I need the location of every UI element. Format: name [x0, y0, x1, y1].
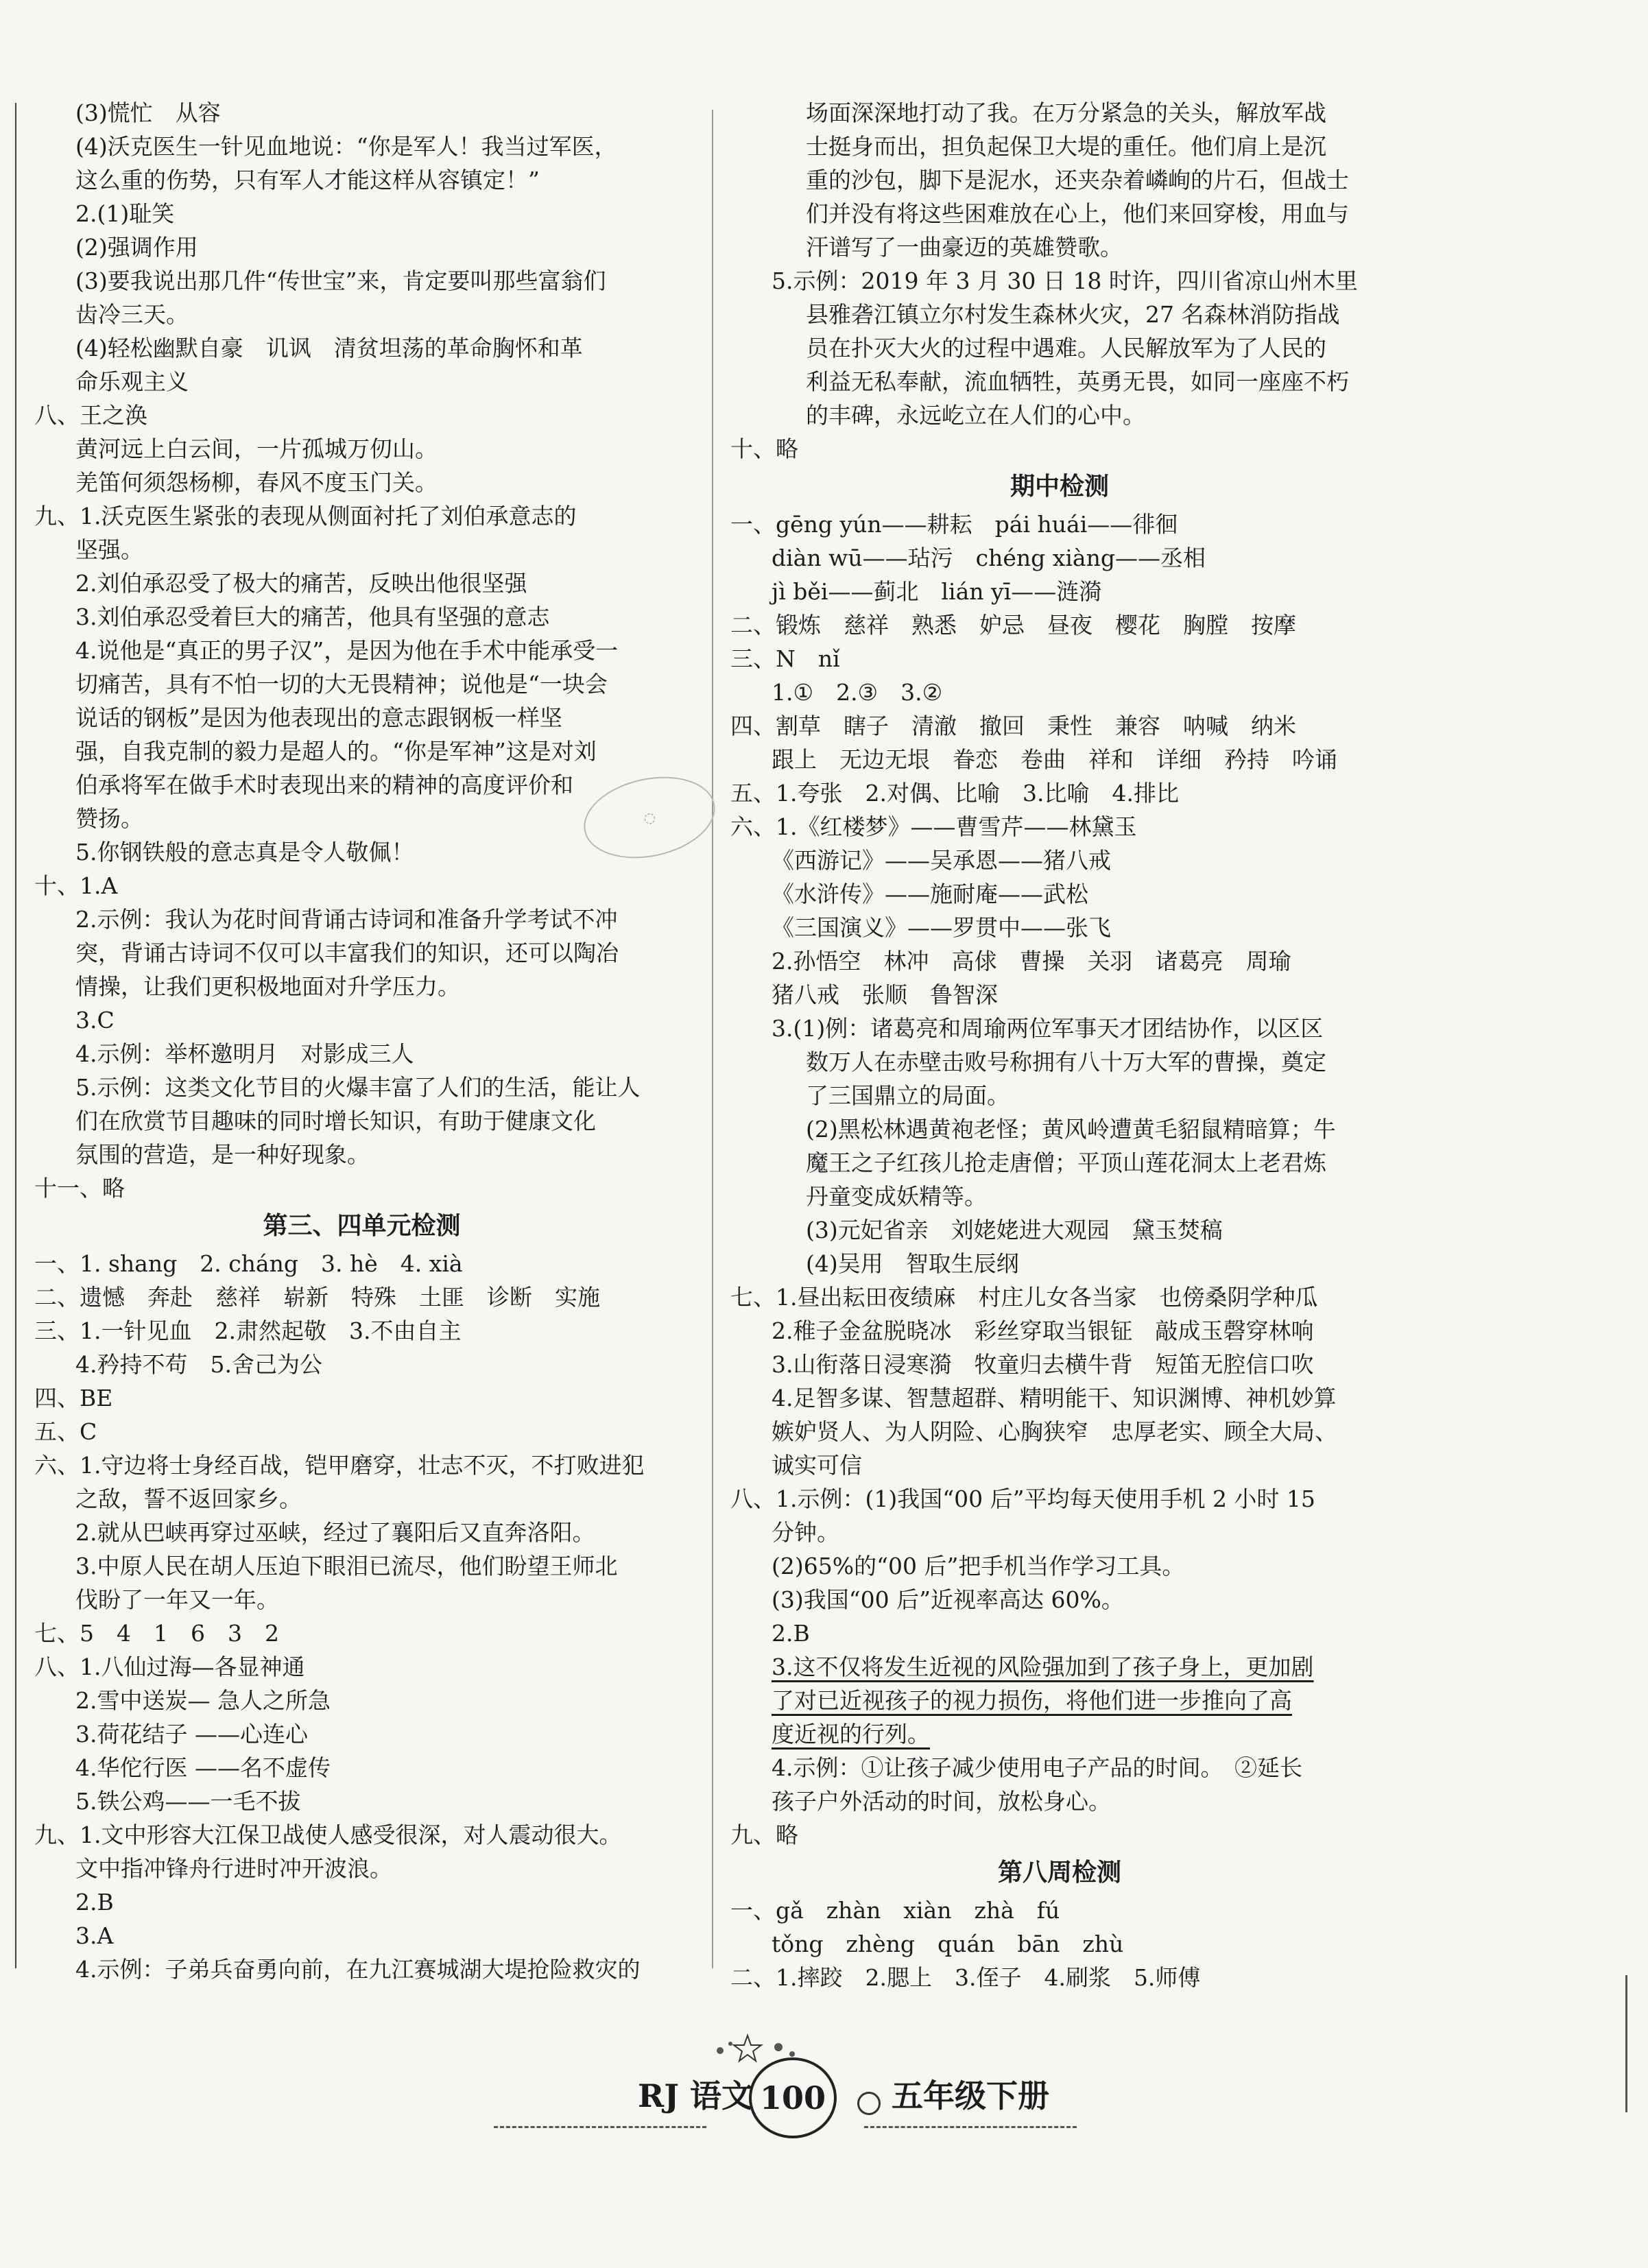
right-column [730, 96, 1389, 1994]
answer-line: 九、1.沃克医生紧张的表现从侧面衬托了刘伯承意志的 [34, 503, 577, 529]
answer-line: 1.① 2.③ 3.② [772, 679, 943, 706]
answer-line: 八、1.示例：(1)我国“00 后”平均每天使用手机 2 小时 15 [730, 1485, 1315, 1512]
answer-line: 了三国鼎立的局面。 [806, 1082, 1010, 1109]
answer-line: 2.B [772, 1620, 810, 1647]
answer-line: 3.A [75, 1922, 114, 1949]
answer-line: 4.华佗行医 ——名不虚传 [75, 1754, 331, 1781]
answer-line: 十一、略 [34, 1175, 125, 1202]
answer-line: 文中指冲锋舟行进时冲开波浪。 [75, 1855, 392, 1882]
answer-line: (2)黑松林遇黄袍老怪；黄风岭遭黄毛貂鼠精暗算；牛 [806, 1116, 1336, 1143]
answer-line: 4.矜持不苟 5.舍己为公 [75, 1351, 322, 1378]
answer-line: (4)吴用 智取生辰纲 [806, 1250, 1019, 1277]
answer-line: 九、略 [730, 1822, 798, 1848]
answer-line: 2.就从巴峡再穿过巫峡，经过了襄阳后又直奔洛阳。 [75, 1519, 595, 1546]
answer-line: 4.示例：①让孩子减少使用电子产品的时间。 ②延长 [772, 1754, 1302, 1781]
answer-line: 3.C [75, 1007, 115, 1034]
answer-line: 羌笛何须怨杨柳，春风不度玉门关。 [75, 469, 438, 496]
answer-line: 十、略 [730, 435, 798, 462]
answer-line: 一、1. shang 2. cháng 3. hè 4. xià [34, 1250, 463, 1277]
answer-line: 四、割草 瞎子 清澈 撤回 秉性 兼容 呐喊 纳米 [730, 713, 1296, 739]
answer-line: 员在扑灭大火的过程中遇难。人民解放军为了人民的 [806, 335, 1326, 361]
answer-line: 孩子户外活动的时间，放松身心。 [772, 1788, 1111, 1815]
answer-line: (4)沃克医生一针见血地说：“你是军人！我当过军医， [75, 133, 617, 160]
answer-line: 七、5 4 1 6 3 2 [34, 1620, 279, 1647]
answer-line: 士挺身而出，担负起保卫大堤的重任。他们肩上是沉 [806, 133, 1326, 160]
page-edge-mark [1625, 1975, 1627, 2112]
answer-line: 跟上 无边无垠 眷恋 卷曲 祥和 详细 矜持 吟诵 [772, 746, 1337, 773]
answer-line: 魔王之子红孩儿抢走唐僧；平顶山莲花洞太上老君炼 [806, 1149, 1326, 1176]
answer-line: 3.山衔落日浸寒漪 牧童归去横牛背 短笛无腔信口吹 [772, 1351, 1314, 1378]
answer-line: (3)元妃省亲 刘姥姥进大观园 黛玉焚稿 [806, 1217, 1223, 1243]
section-title: 期中检测 [1010, 473, 1109, 501]
answer-line: 六、1.《红楼梦》——曹雪芹——林黛玉 [730, 813, 1137, 840]
answer-line: 三、1.一针见血 2.肃然起敬 3.不由自主 [34, 1317, 462, 1344]
answer-line: 利益无私奉献，流血牺牲，英勇无畏，如同一座座不朽 [806, 368, 1349, 395]
answer-line: 赞扬。 [75, 805, 143, 832]
answer-line: 3.荷花结子 ——心连心 [75, 1721, 308, 1747]
section-title: 第三、四单元检测 [263, 1212, 461, 1240]
answer-line: 强，自我克制的毅力是超人的。“你是军神”这是对刘 [75, 738, 597, 765]
answer-line: 切痛苦，具有不怕一切的大无畏精神；说他是“一块会 [75, 671, 608, 697]
answer-line: 情操，让我们更积极地面对升学压力。 [75, 973, 460, 1000]
answer-line: 5.铁公鸡——一毛不拔 [75, 1788, 301, 1815]
answer-line: 五、1.夸张 2.对偶、比喻 3.比喻 4.排比 [730, 780, 1179, 807]
column-divider [712, 110, 713, 1968]
answer-line: 五、C [34, 1418, 97, 1445]
answer-line: 伐盼了一年又一年。 [75, 1586, 279, 1613]
answer-line: diàn wū——玷污 chéng xiàng——丞相 [772, 545, 1206, 571]
answer-line: 了对已近视孩子的视力损伤，将他们进一步推向了高 [772, 1687, 1292, 1714]
answer-line: 5.示例：这类文化节目的火爆丰富了人们的生活，能让人 [75, 1074, 641, 1101]
answer-line: 八、王之涣 [34, 402, 147, 429]
answer-line: 二、1.摔跤 2.腮上 3.侄子 4.刷浆 5.师傅 [730, 1964, 1201, 1991]
answer-line: 2.示例：我认为花时间背诵古诗词和准备升学考试不冲 [75, 906, 618, 933]
answer-line: 们并没有将这些困难放在心上，他们来回穿梭，用血与 [806, 200, 1349, 227]
answer-line: 场面深深地打动了我。在万分紧急的关头，解放军战 [806, 99, 1326, 126]
answer-line: 齿冷三天。 [75, 301, 189, 328]
footer-dashed-rule-right [864, 2126, 1077, 2128]
answer-line: 重的沙包，脚下是泥水，还夹杂着嶙峋的片石，但战士 [806, 167, 1349, 193]
answer-line: 的丰碑，永远屹立在人们的心中。 [806, 402, 1145, 429]
answer-line: 县雅砻江镇立尔村发生森林火灾，27 名森林消防指战 [806, 301, 1340, 328]
answer-line: 诚实可信 [772, 1452, 862, 1479]
page-footer [0, 2030, 1648, 2126]
answer-line: 5.示例：2019 年 3 月 30 日 18 时许，四川省凉山州木里 [772, 267, 1358, 294]
answer-line: 猪八戒 张顺 鲁智深 [772, 981, 998, 1008]
answer-line: 2.(1)耻笑 [75, 200, 175, 227]
answer-line: 嫉妒贤人、为人阴险、心胸狭窄 忠厚老实、顾全大局、 [772, 1418, 1337, 1445]
answer-line: jì běi——蓟北 lián yī——涟漪 [772, 578, 1102, 605]
answer-line: 《水浒传》——施耐庵——武松 [772, 881, 1088, 907]
answer-line: 九、1.文中形容大江保卫战使人感受很深，对人震动很大。 [34, 1822, 622, 1848]
answer-line: 黄河远上白云间，一片孤城万仞山。 [75, 435, 438, 462]
answer-line: 二、锻炼 慈祥 熟悉 妒忌 昼夜 樱花 胸膛 按摩 [730, 612, 1296, 638]
answer-line: 一、gǎ zhàn xiàn zhà fú [730, 1897, 1060, 1924]
answer-line: 分钟。 [772, 1519, 839, 1546]
answer-line: 们在欣赏节目趣味的同时增长知识，有助于健康文化 [75, 1108, 596, 1134]
answer-line: 十、1.A [34, 872, 118, 899]
answer-line: 这么重的伤势，只有军人才能这样从容镇定！” [75, 167, 540, 193]
watermark-stamp: ◌ [576, 765, 722, 870]
answer-line: 四、BE [34, 1385, 113, 1411]
section-title: 第八周检测 [997, 1859, 1121, 1887]
answer-line: 二、遗憾 奔赴 慈祥 崭新 特殊 土匪 诊断 实施 [34, 1284, 600, 1311]
left-margin-rule [15, 103, 16, 1968]
answer-line: (4)轻松幽默自豪 讥讽 清贫坦荡的革命胸怀和革 [75, 335, 583, 361]
answer-line: 2.刘伯承忍受了极大的痛苦，反映出他很坚强 [75, 570, 527, 597]
answer-line: (3)我国“00 后”近视率高达 60%。 [772, 1586, 1124, 1613]
answer-line: 5.你钢铁般的意志真是令人敬佩！ [75, 839, 414, 866]
answer-line: 氛围的营造，是一种好现象。 [75, 1141, 370, 1168]
answer-line: 《三国演义》——罗贯中——张飞 [772, 914, 1111, 941]
answer-line: 伯承将军在做手术时表现出来的精神的高度评价和 [75, 772, 573, 798]
footer-grade: 五年级下册 [892, 2077, 1049, 2114]
answer-line: (3)要我说出那几件“传世宝”来，肯定要叫那些富翁们 [75, 267, 606, 294]
answer-line: 数万人在赤壁击败号称拥有八十万大军的曹操，奠定 [806, 1049, 1326, 1075]
answer-line: 一、gēng yún——耕耘 pái huái——徘徊 [730, 511, 1178, 538]
answer-line: 说话的钢板”是因为他表现出的意志跟钢板一样坚 [75, 704, 562, 731]
answer-line: 3.这不仅将发生近视的风险强加到了孩子身上，更加剧 [772, 1654, 1314, 1680]
answer-line: 《西游记》——吴承恩——猪八戒 [772, 847, 1111, 874]
answer-line: 2.稚子金盆脱晓冰 彩丝穿取当银钲 敲成玉磬穿林响 [772, 1317, 1314, 1344]
answer-line: 3.(1)例：诸葛亮和周瑜两位军事天才团结协作，以区区 [772, 1015, 1324, 1042]
answer-line: 坚强。 [75, 536, 143, 563]
page-number: 100 [749, 2057, 837, 2138]
answer-line: 4.说他是“真正的男子汉”，是因为他在手术中能承受一 [75, 637, 619, 664]
star-decoration-icon [693, 2030, 830, 2064]
circle-decoration-icon [857, 2092, 881, 2115]
answer-line: 2.B [75, 1889, 114, 1915]
answer-line: 七、1.昼出耘田夜绩麻 村庄儿女各当家 也傍桑阴学种瓜 [730, 1284, 1318, 1311]
answer-line: 4.示例：子弟兵奋勇向前，在九江赛城湖大堤抢险救灾的 [75, 1956, 641, 1983]
answer-line: (2)65%的“00 后”把手机当作学习工具。 [772, 1553, 1185, 1579]
answer-line: (3)慌忙 从容 [75, 99, 221, 126]
answer-line: 2.孙悟空 林冲 高俅 曹操 关羽 诸葛亮 周瑜 [772, 948, 1291, 975]
answer-line: 八、1.八仙过海—各显神通 [34, 1654, 305, 1680]
answer-line: 3.刘伯承忍受着巨大的痛苦，他具有坚强的意志 [75, 604, 550, 630]
answer-line: 度近视的行列。 [772, 1721, 930, 1747]
answer-line: 丹童变成妖精等。 [806, 1183, 987, 1210]
answer-line: tǒng zhèng quán bān zhù [772, 1931, 1124, 1957]
answer-line: 之敌，誓不返回家乡。 [75, 1485, 302, 1512]
footer-subject: RJ 语文 [638, 2077, 754, 2114]
answer-line: 突，背诵古诗词不仅可以丰富我们的知识，还可以陶冶 [75, 940, 619, 966]
answer-line: 4.足智多谋、智慧超群、精明能干、知识渊博、神机妙算 [772, 1385, 1337, 1411]
answer-line: 汗谱写了一曲豪迈的英雄赞歌。 [806, 234, 1123, 261]
answer-line: 六、1.守边将士身经百战，铠甲磨穿，壮志不灭，不打败进犯 [34, 1452, 645, 1479]
left-column [34, 96, 689, 1986]
answer-line: 4.示例：举杯邀明月 对影成三人 [75, 1040, 414, 1067]
footer-dashed-rule-left [494, 2126, 706, 2128]
answer-line: 2.雪中送炭— 急人之所急 [75, 1687, 331, 1714]
answer-line: 3.中原人民在胡人压迫下眼泪已流尽，他们盼望王师北 [75, 1553, 618, 1579]
answer-line: 命乐观主义 [75, 368, 189, 395]
answer-line: (2)强调作用 [75, 234, 198, 261]
answer-line: 三、N nǐ [730, 645, 840, 672]
